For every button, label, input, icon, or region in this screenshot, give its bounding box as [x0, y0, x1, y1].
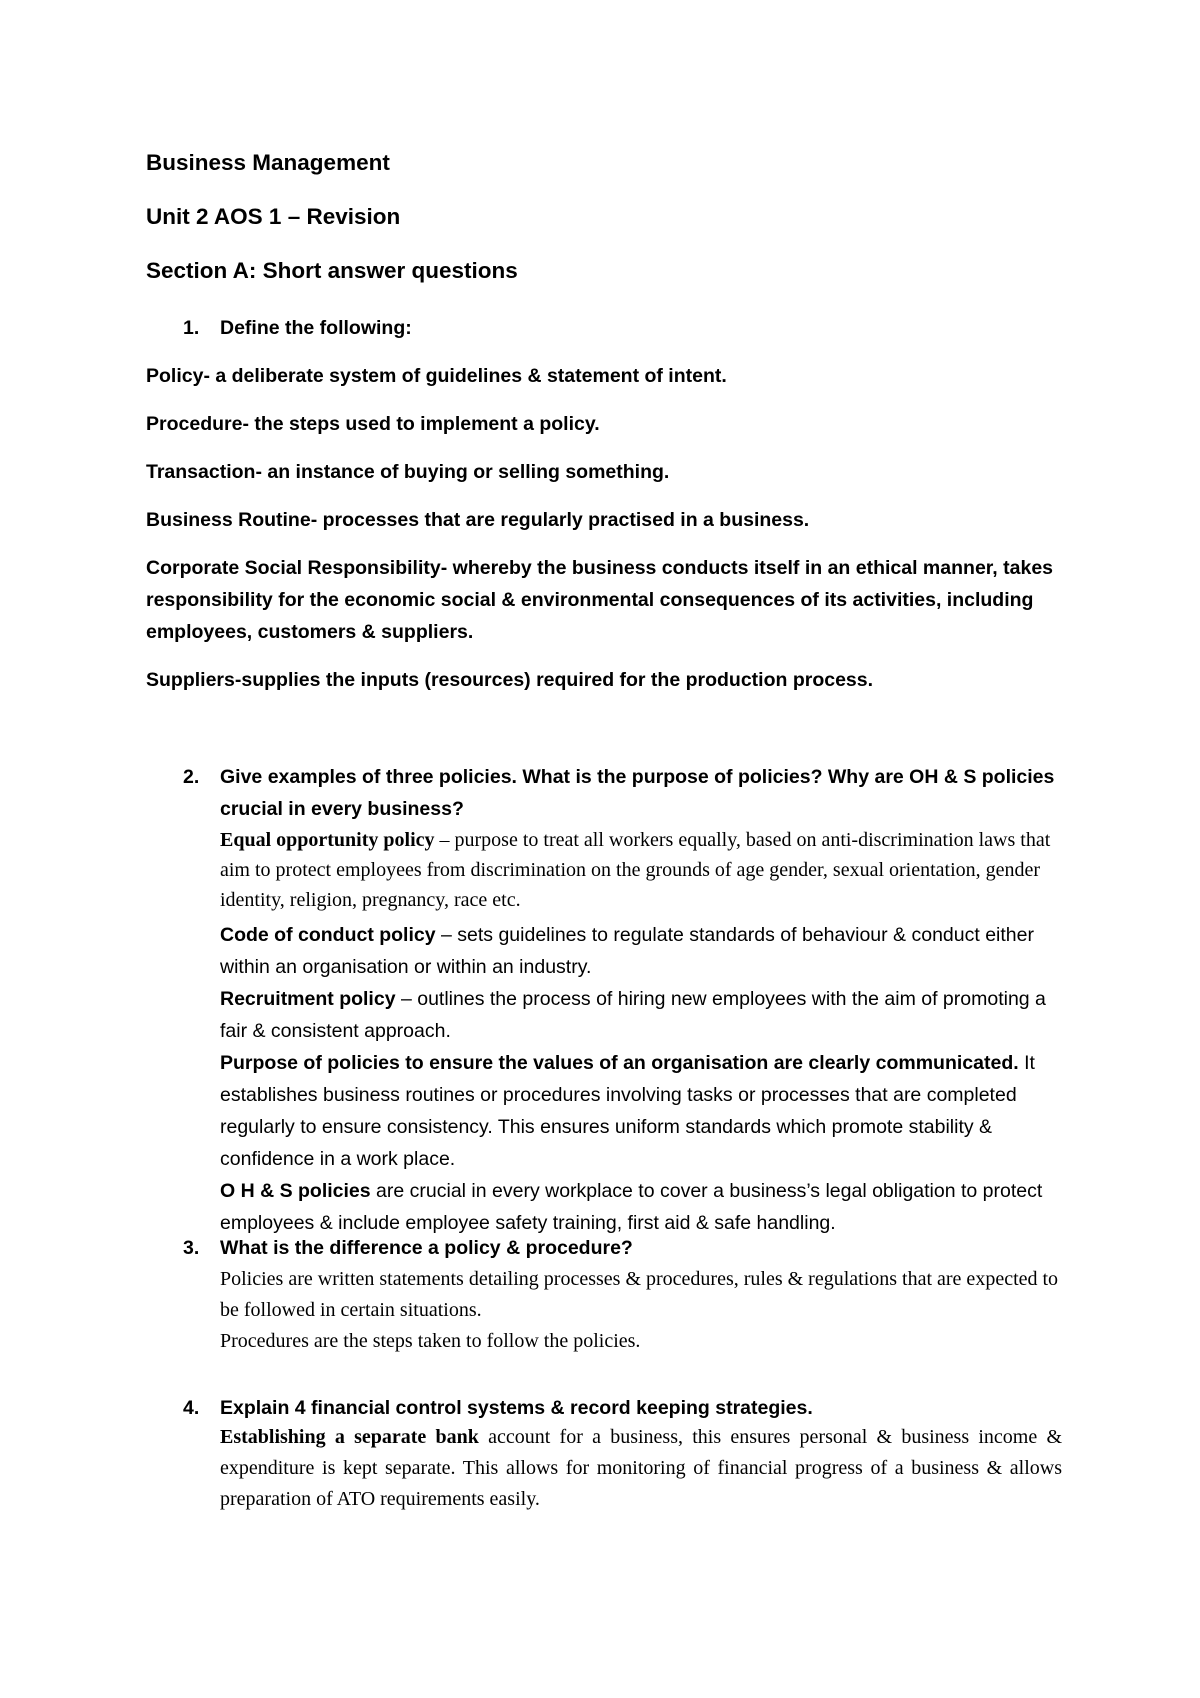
question-2-answer: [220, 825, 1070, 1239]
purpose-description: It establishes business routines or procedures involving tasks or processes that are completed regularly to ensure consistency. This ensures uniform standards which promote stability & confidence in a work place.: [220, 1052, 1035, 1170]
definition-text: a deliberate system of guidelines & statement of intent.: [209, 365, 727, 387]
question-1-text: Define the following:: [220, 317, 412, 339]
recruitment-policy: [220, 983, 1070, 1047]
question-1-number: 1.: [183, 317, 200, 339]
document-subtitle: Unit 2 AOS 1 – Revision: [146, 204, 401, 229]
ohs-description: are crucial in every workplace to cover a business’s legal obligation to protect employees & include employee safety training, first aid & safe handling.: [220, 1180, 1043, 1234]
policy-term: Equal opportunity policy: [220, 829, 435, 851]
definition-business-routine: [146, 504, 1076, 536]
definition-procedure: [146, 408, 1076, 440]
definition-term: Transaction-: [146, 461, 262, 483]
definition-text: the steps used to implement a policy.: [248, 413, 600, 435]
purpose-bold: Purpose of policies to ensure the values of an organisation are clearly communicated.: [220, 1052, 1019, 1074]
policy-description: – purpose to treat all workers equally, based on anti-discrimination laws that aim to protect employees from discrimination on the grounds of age gender, sexual orientation, gender identity, religion, pregnancy, race etc.: [220, 829, 1051, 911]
definition-text: supplies the inputs (resources) required for the production process.: [241, 669, 874, 691]
definition-term: Suppliers-: [146, 669, 242, 691]
question-4-text: Explain 4 financial control systems & record keeping strategies.: [220, 1397, 813, 1419]
document-title: Business Management: [146, 150, 390, 175]
question-4-answer: [220, 1422, 1062, 1515]
question-3-answer: [220, 1264, 1070, 1357]
definition-csr: [146, 552, 1071, 648]
question-3-text: What is the difference a policy & procedure?: [220, 1237, 633, 1259]
definition-term: Policy-: [146, 365, 210, 387]
policy-term: Recruitment policy: [220, 988, 396, 1010]
definition-text: whereby the business conducts itself in an ethical manner, takes responsibility for the economic social & environmental consequences of its activities, including employees, customers & suppliers.: [146, 557, 1054, 643]
policy-description: – sets guidelines to regulate standards of behaviour & conduct either within an organisation or within an industry.: [220, 924, 1034, 978]
procedures-definition: Procedures are the steps taken to follow the policies.: [220, 1330, 641, 1352]
ohs-bold: O H & S policies: [220, 1180, 371, 1202]
definition-term: Corporate Social Responsibility-: [146, 557, 448, 579]
ohs-policies: [220, 1175, 1070, 1239]
question-2-text: Give examples of three policies. What is the purpose of policies? Why are OH & S policies crucial in every business?: [220, 766, 1055, 820]
definition-term: Procedure-: [146, 413, 249, 435]
definition-text: an instance of buying or selling something.: [261, 461, 670, 483]
definition-transaction: [146, 456, 1076, 488]
definition-text: processes that are regularly practised in a business.: [317, 509, 810, 531]
question-3-number: 3.: [183, 1237, 200, 1259]
policy-description: – outlines the process of hiring new employees with the aim of promoting a fair & consistent approach.: [220, 988, 1046, 1042]
definition-suppliers: [146, 664, 1076, 696]
definition-policy: [146, 360, 1076, 392]
purpose-of-policies: [220, 1047, 1070, 1175]
bank-term: Establishing a separate bank: [220, 1426, 479, 1448]
policies-definition: Policies are written statements detailing processes & procedures, rules & regulations that are expected to be followed in certain situations.: [220, 1268, 1059, 1321]
bank-description: account for a business, this ensures personal & business income & expenditure is kept separate. This allows for monitoring of financial progress of a business & allows preparation of ATO requirements easily.: [220, 1426, 1063, 1510]
policy-term: Code of conduct policy: [220, 924, 436, 946]
section-heading: Section A: Short answer questions: [146, 258, 518, 283]
question-2-number: 2.: [183, 766, 200, 788]
equal-opportunity-policy: [220, 825, 1070, 915]
definition-term: Business Routine-: [146, 509, 318, 531]
code-of-conduct-policy: [220, 919, 1070, 983]
question-4-number: 4.: [183, 1397, 200, 1419]
